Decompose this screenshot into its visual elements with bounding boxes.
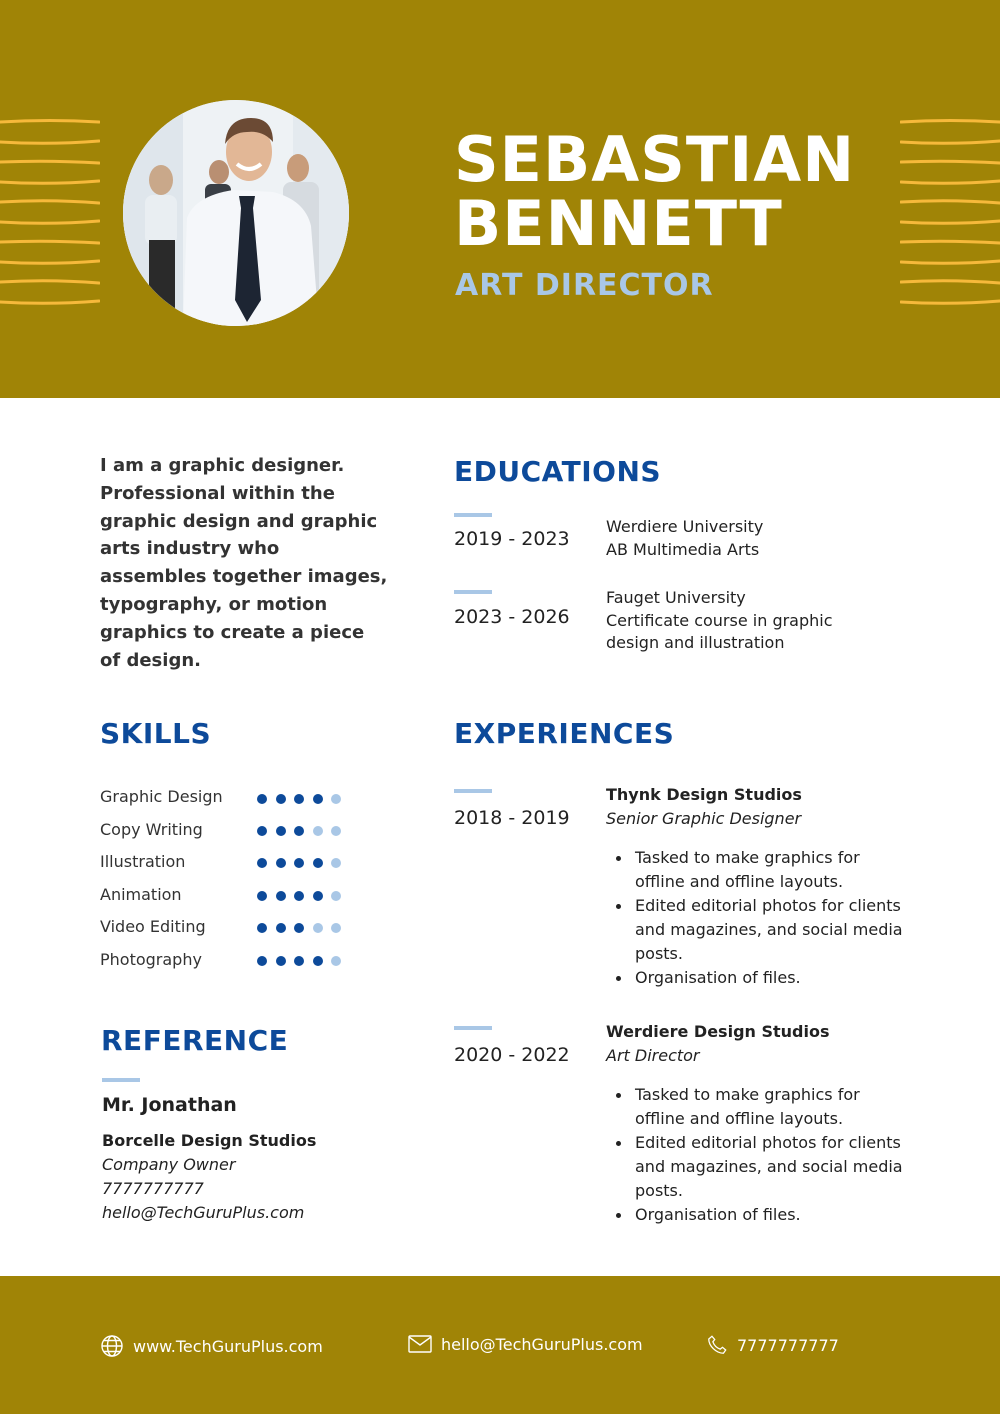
rating-dot-filled [313, 794, 323, 804]
reference-phone: 7777777777 [102, 1179, 204, 1198]
rating-dot-filled [313, 858, 323, 868]
rating-dot-empty [331, 891, 341, 901]
experience-years: 2020 - 2022 [454, 1044, 570, 1066]
reference-heading: REFERENCE [101, 1024, 289, 1057]
education-line: Fauget University [606, 588, 746, 607]
experience-company: Thynk Design Studios [606, 785, 802, 804]
about-summary: I am a graphic designer. Professional within the graphic design and graphic arts industry who assembles together images, typography, or motion graphics to create a piece of design. [100, 455, 388, 671]
accent-bar [454, 513, 492, 517]
rating-dot-empty [313, 826, 323, 836]
education-line: design and illustration [606, 633, 785, 652]
header-band [0, 0, 1000, 398]
profile-photo [123, 100, 349, 326]
experience-company: Werdiere Design Studios [606, 1022, 830, 1041]
rating-dot-empty [331, 858, 341, 868]
skills-heading: SKILLS [100, 717, 212, 750]
education-line: AB Multimedia Arts [606, 539, 760, 559]
reference-email: hello@TechGuruPlus.com [102, 1203, 305, 1222]
rating-dot-filled [294, 794, 304, 804]
skill-name: Animation [100, 885, 182, 904]
rating-dot-filled [276, 794, 286, 804]
rating-dot-filled [294, 858, 304, 868]
skill-name: Copy Writing [100, 820, 203, 839]
name-line-1: SEBASTIAN [454, 123, 856, 196]
phone-text: 7777777777 [737, 1335, 839, 1355]
experience-years: 2018 - 2019 [454, 807, 570, 829]
rating-dot-empty [331, 826, 341, 836]
accent-bar [454, 789, 492, 793]
rating-dot-empty [331, 956, 341, 966]
rating-dot-filled [276, 956, 286, 966]
rating-dot-filled [294, 826, 304, 836]
skill-name: Photography [100, 950, 202, 969]
experience-duties [614, 1083, 914, 1227]
reference-name: Mr. Jonathan [102, 1094, 237, 1116]
job-title: ART DIRECTOR [455, 268, 714, 303]
rating-dot-empty [331, 794, 341, 804]
phone-icon [706, 1334, 728, 1356]
list-item: Edited editorial photos for clients and magazines, and social media posts. [614, 894, 914, 966]
educations-heading: EDUCATIONS [454, 455, 662, 488]
rating-dot-filled [276, 826, 286, 836]
accent-bar [454, 1026, 492, 1030]
rating-dot-filled [313, 891, 323, 901]
name-line-2: BENNETT [454, 187, 783, 260]
accent-bar [102, 1078, 140, 1082]
rating-dot-filled [313, 956, 323, 966]
skill-name: Video Editing [100, 917, 206, 936]
rating-dot-filled [257, 956, 267, 966]
rating-dot-filled [294, 923, 304, 933]
rating-dot-filled [294, 956, 304, 966]
education-line: Werdiere University [606, 517, 764, 536]
website-contact[interactable] [100, 1334, 323, 1358]
envelope-icon [408, 1334, 432, 1354]
rating-dot-filled [257, 891, 267, 901]
experiences-heading: EXPERIENCES [454, 717, 675, 750]
decorative-stripes-right [900, 116, 1000, 310]
decorative-stripes-left [0, 116, 100, 310]
globe-icon [100, 1334, 124, 1358]
email-text: hello@TechGuruPlus.com [441, 1334, 643, 1354]
person-name [454, 123, 856, 260]
rating-dot-empty [313, 923, 323, 933]
list-item: Tasked to make graphics for offline and offline layouts. [614, 846, 914, 894]
experience-title: Art Director [606, 1046, 700, 1065]
education-line: Certificate course in graphic [606, 610, 833, 630]
rating-dot-filled [257, 826, 267, 836]
experience-title: Senior Graphic Designer [606, 809, 802, 828]
skill-name: Illustration [100, 852, 186, 871]
rating-dot-filled [276, 923, 286, 933]
phone-contact[interactable] [706, 1334, 839, 1356]
reference-position: Company Owner [102, 1155, 236, 1174]
education-years: 2023 - 2026 [454, 606, 570, 628]
education-details [606, 516, 763, 561]
rating-dot-filled [276, 858, 286, 868]
list-item: Organisation of files. [614, 966, 914, 990]
rating-dot-filled [257, 794, 267, 804]
reference-company: Borcelle Design Studios [102, 1131, 317, 1150]
accent-bar [454, 590, 492, 594]
rating-dot-filled [257, 858, 267, 868]
rating-dot-filled [257, 923, 267, 933]
rating-dot-empty [331, 923, 341, 933]
email-contact[interactable] [408, 1334, 643, 1354]
experience-duties [614, 846, 914, 990]
footer-band [0, 1276, 1000, 1414]
rating-dot-filled [276, 891, 286, 901]
list-item: Organisation of files. [614, 1203, 914, 1227]
list-item: Edited editorial photos for clients and magazines, and social media posts. [614, 1131, 914, 1203]
website-text: www.TechGuruPlus.com [133, 1336, 323, 1356]
skill-name: Graphic Design [100, 787, 223, 806]
rating-dot-filled [294, 891, 304, 901]
list-item: Tasked to make graphics for offline and offline layouts. [614, 1083, 914, 1131]
education-details [606, 587, 833, 655]
education-years: 2019 - 2023 [454, 528, 570, 550]
